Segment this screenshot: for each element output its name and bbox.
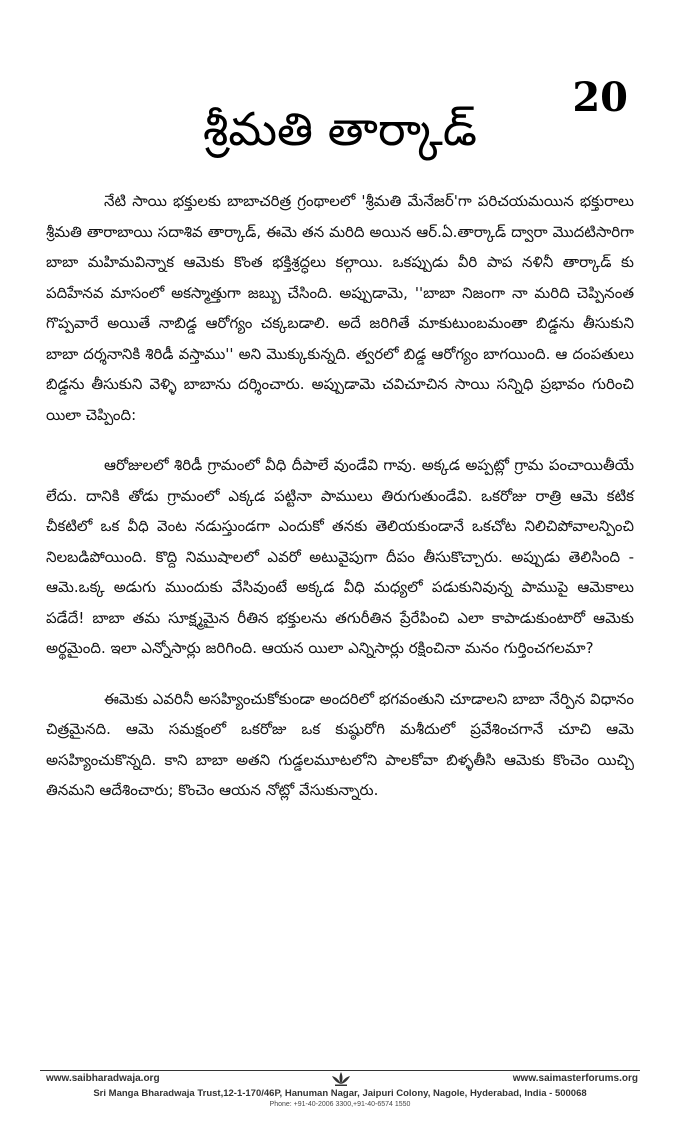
paragraph-1: నేటి సాయి భక్తులకు బాబాచరిత్ర గ్రంథాలలో 'శ్రీమతి మేనేజర్'గా పరిచయమయిన భక్తురాలు శ్రీమతి తారాబాయి సదాశివ తార్కాడ్, ఈమె తన మరిది అయిన ఆర్.ఏ.తార్కాడ్ ద్వారా మొదటిసారిగా బాబా మహిమవిన్నాక ఆమెకు కొంత భక్తిశ్రద్ధలు కల్గాయి. ఒకప్పుడు వీరి పాప నళినీ తార్కాడ్ కు పదిహేనవ మాసంలో అకస్మాత్తుగా జబ్బు చేసింది. అప్పుడామె, ''బాబా నిజంగా నా మరిది చెప్పినంత గొప్పవారే అయితే నాబిడ్డ ఆరోగ్యం చక్కబడాలి. అదే జరిగితే మాకుటుంబమంతా బిడ్డను తీసుకుని బాబా దర్శనానికి శిరిడీ వస్తాము'' అని మొక్కుకున్నది. త్వరలో బిడ్డ ఆరోగ్యం బాగయింది. ఆ దంపతులు బిడ్డను తీసుకుని వెళ్ళి బాబాను దర్శించారు. అప్పుడామె చవిచూచిన సాయి సన్నిధి ప్రభావం గురించి యిలా చెప్పింది: [46,192,634,424]
footer-website-link-left[interactable]: www.saibharadwaja.org [46,1073,160,1084]
paragraph-3: ఈమెకు ఎవరినీ అసహ్యించుకోకుండా అందరిలో భగవంతుని చూడాలని బాబా నేర్పిన విధానం చిత్రమైనది. ఆమె సమక్షంలో ఒకరోజు ఒక కుష్ఠురోగి మశీదులో ప్రవేశించగానే చూచి ఆమె అసహ్యించుకొన్నది. కాని బాబా అతని గుడ్డలమూటలోని పాలకోవా బిళ్ళతీసి ఆమెకు కొంచెం యిచ్చి తినమని ఆదేశించారు; కొంచెం ఆయన నోట్లో వేసుకున్నారు. [46,689,634,799]
lotus-emblem-icon [330,1071,352,1087]
body-text [46,186,634,826]
page-title: శ్రీమతి తార్కాడ్ [203,102,477,156]
footer-website-link-right[interactable]: www.saimasterforums.org [512,1073,638,1084]
chapter-number: 20 [572,74,628,121]
footer-address: Sri Manga Bharadwaja Trust,12-1-170/46P, Hanuman Nagar, Jaipuri Colony, Nagole, Hyderabad, India - 500068 [93,1088,587,1099]
footer [40,1070,640,1118]
footer-phone: Phone: +91-40-2006 3300,+91-40-6574 1550 [269,1101,411,1108]
paragraph-2: ఆరోజులలో శిరిడీ గ్రామంలో వీధి దీపాలే వుండేవి గావు. అక్కడ అప్పట్లో గ్రామ పంచాయితీయే లేదు. దానికి తోడు గ్రామంలో ఎక్కడ పట్టినా పాములు తిరుగుతుండేవి. ఒకరోజు రాత్రి ఆమె కటిక చీకటిలో ఒక వీధి వెంట నడుస్తుండగా ఎందుకో తనకు తెలియకుండానే ఒకచోట నిలిచిపోవాలన్పించి నిలబడిపోయింది. కొద్ది నిముషాలలో ఎవరో అటువైపుగా దీపం తీసుకొచ్చారు. అప్పుడు తెలిసింది - ఆమె.ఒక్క అడుగు ముందుకు వేసివుంటే అక్కడ వీధి మధ్యలో పడుకునివున్న పాముపై ఆమెకాలు పడేదే! బాబా తమ సూక్ష్మమైన రీతిన భక్తులను తగురీతిన ప్రేరేపించి ఎలా కాపాడుకుంటారో ఆమెకు అర్థమైంది. ఇలా ఎన్నోసార్లు జరిగింది. ఆయన యిలా ఎన్నిసార్లు రక్షించినా మనం గుర్తించగలమా? [46,456,634,657]
